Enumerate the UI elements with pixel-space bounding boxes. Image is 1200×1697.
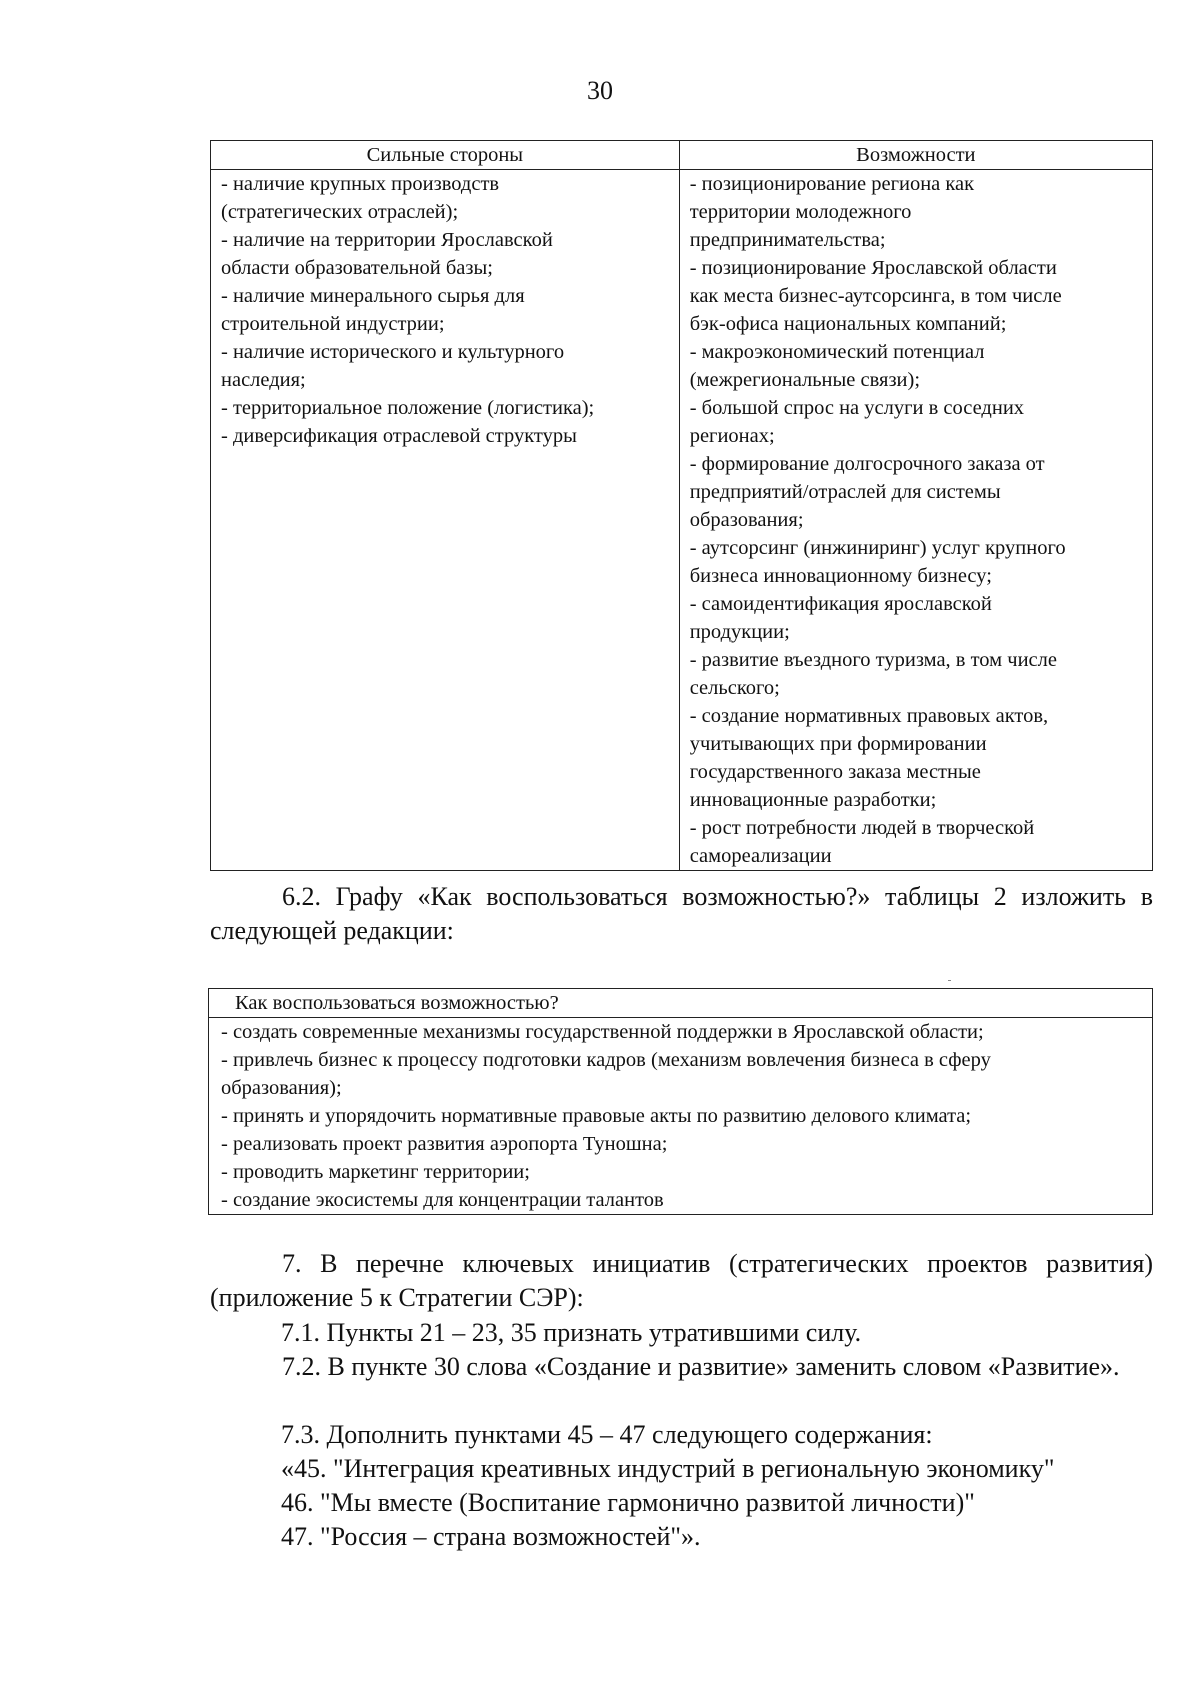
opportunity-line: - позиционирование региона как [689,173,975,195]
paragraph-7-3: 7.3. Дополнить пунктами 45 – 47 следующего содержания: [281,1420,933,1449]
opportunity-line: образования; [689,509,804,531]
item-46: 46. "Мы вместе (Воспитание гармонично развитой личности)" [281,1488,975,1517]
opportunity-line: регионах; [689,425,775,447]
usage-line: - проводить маркетинг территории; [221,1161,530,1183]
opportunity-line: - самоидентификация ярославской [689,593,992,615]
strength-line: строительной индустрии; [221,313,445,335]
opportunity-line: предпринимательства; [689,229,886,251]
scan-mark [948,980,951,981]
strength-line: - диверсификация отраслевой структуры [221,425,577,447]
item-45: «45. "Интеграция креативных индустрий в региональную экономику" [281,1454,1055,1483]
opportunity-line: - рост потребности людей в творческой [689,817,1035,839]
usage-line: - создать современные механизмы государственной поддержки в Ярославской области; [221,1021,984,1043]
usage-line: - принять и упорядочить нормативные правовые акты по развитию делового климата; [221,1105,972,1127]
opportunities-cell [679,170,1152,871]
strengths-header: Сильные стороны [211,141,680,170]
opportunities-header: Возможности [679,141,1152,170]
opportunity-line: сельского; [689,677,780,699]
opportunity-line: бэк-офиса национальных компаний; [689,313,1007,335]
strength-line: - наличие на территории Ярославской [221,229,553,251]
opportunity-line: учитывающих при формировании [689,733,987,755]
opportunities-usage-table [208,988,1153,1215]
swot-table [210,140,1153,871]
opportunity-line: (межрегиональные связи); [689,369,921,391]
usage-line: - создание экосистемы для концентрации талантов [221,1189,664,1211]
strength-line: - территориальное положение (логистика); [221,397,595,419]
opportunity-line: самореализации [689,845,832,867]
strength-line: - наличие минерального сырья для [221,285,525,307]
strength-line: области образовательной базы; [221,257,493,279]
strength-line: - наличие исторического и культурного [221,341,565,363]
paragraph-7-2: 7.2. В пункте 30 слова «Создание и развитие» заменить словом «Развитие». [282,1352,1120,1381]
usage-header: Как воспользоваться возможностью? [209,989,1153,1018]
usage-cell [209,1018,1153,1215]
opportunity-line: предприятий/отраслей для системы [689,481,1001,503]
paragraph-7-1: 7.1. Пункты 21 – 23, 35 признать утратившими силу. [281,1318,862,1347]
opportunity-line: - аутсорсинг (инжиниринг) услуг крупного [689,537,1066,559]
opportunity-line: - большой спрос на услуги в соседних [689,397,1025,419]
paragraph-6-2: 6.2. Графу «Как воспользоваться возможностью?» таблицы 2 изложить в следующей редакции: [210,882,1153,945]
opportunity-line: - позиционирование Ярославской области [689,257,1057,279]
item-47: 47. "Россия – страна возможностей"». [281,1522,701,1551]
strength-line: (стратегических отраслей); [221,201,459,223]
usage-line: - привлечь бизнес к процессу подготовки кадров (механизм вовлечения бизнеса в сферу [221,1049,991,1071]
opportunity-line: - развитие въездного туризма, в том числе [689,649,1057,671]
strength-line: - наличие крупных производств [221,173,500,195]
opportunity-line: инновационные разработки; [689,789,937,811]
page-number: 30 [587,76,613,105]
paragraph-7: 7. В перечне ключевых инициатив (стратегических проектов развития) (приложение 5 к Стратегии СЭР): [210,1249,1153,1312]
opportunity-line: бизнеса инновационному бизнесу; [689,565,992,587]
strengths-cell [211,170,680,871]
opportunity-line: как места бизнес-аутсорсинга, в том числе [689,285,1062,307]
opportunity-line: государственного заказа местные [689,761,981,783]
usage-line: - реализовать проект развития аэропорта Туношна; [221,1133,668,1155]
opportunity-line: продукции; [689,621,790,643]
usage-line: образования); [221,1077,342,1099]
strength-line: наследия; [221,369,306,391]
opportunity-line: - формирование долгосрочного заказа от [689,453,1045,475]
opportunity-line: - макроэкономический потенциал [689,341,985,363]
opportunity-line: - создание нормативных правовых актов, [689,705,1049,727]
opportunity-line: территории молодежного [689,201,912,223]
